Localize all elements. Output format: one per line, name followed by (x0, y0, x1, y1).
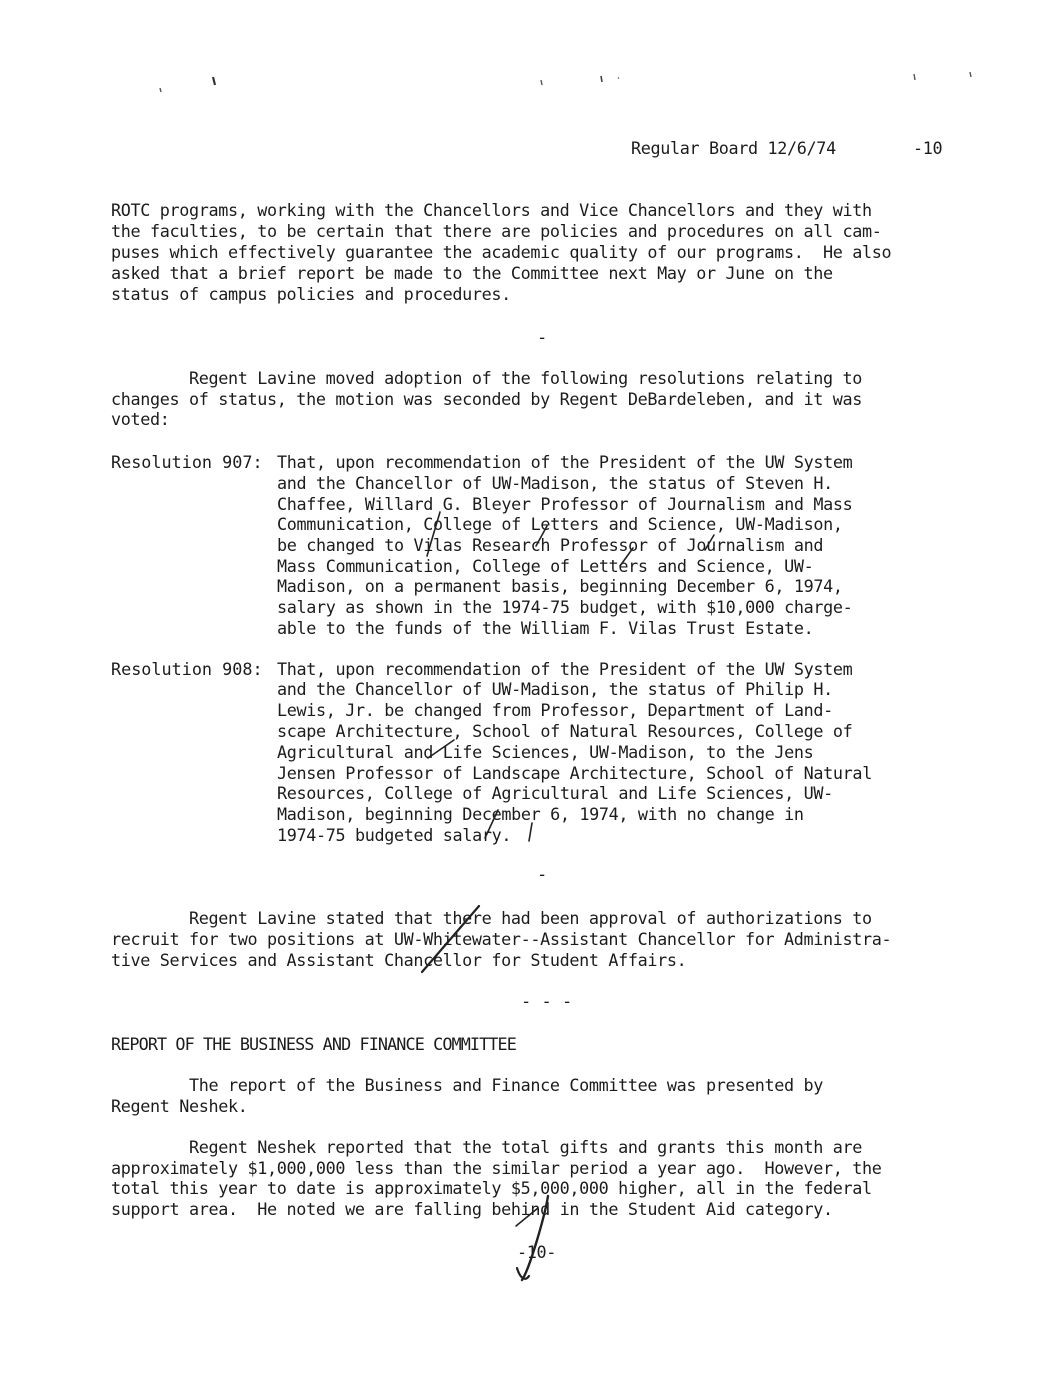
text-line: Jensen Professor of Landscape Architecture, School of Natural (277, 763, 872, 783)
text-line: Communication, College of Letters and Science, UW-Madison, (277, 514, 843, 534)
text-line: Agricultural and Life Sciences, UW-Madison, to the Jens (277, 742, 814, 762)
separator: - (537, 328, 548, 348)
text-line: Lewis, Jr. be changed from Professor, Department of Land- (277, 700, 833, 720)
text-line: puses which effectively guarantee the academic quality of our programs. He also (111, 242, 892, 262)
text-line: and the Chancellor of UW-Madison, the status of Philip H. (277, 679, 833, 699)
text-line: the faculties, to be certain that there are policies and procedures on all cam- (111, 221, 882, 241)
text-line: and the Chancellor of UW-Madison, the status of Steven H. (277, 473, 833, 493)
text-line: support area. He noted we are falling behind in the Student Aid category. (111, 1199, 833, 1219)
text-line: scape Architecture, School of Natural Resources, College of (277, 721, 853, 741)
text-line: recruit for two positions at UW-Whitewater--Assistant Chancellor for Administra- (111, 929, 892, 949)
text-line: ROTC programs, working with the Chancellors and Vice Chancellors and they with (111, 200, 872, 220)
text-line: changes of status, the motion was seconded by Regent DeBardeleben, and it was (111, 389, 862, 409)
text-line: Regent Neshek reported that the total gifts and grants this month are (111, 1137, 862, 1157)
text-line: Chaffee, Willard G. Bleyer Professor of Journalism and Mass (277, 494, 853, 514)
section-heading: REPORT OF THE BUSINESS AND FINANCE COMMITTEE (111, 1034, 516, 1054)
text-line: Regent Lavine stated that there had been approval of authorizations to (111, 908, 872, 928)
text-line: able to the funds of the William F. Vilas Trust Estate. (277, 618, 814, 638)
text-line: total this year to date is approximately $5,000,000 higher, all in the federal (111, 1178, 872, 1198)
separator: - - - (521, 992, 573, 1012)
text-line: tive Services and Assistant Chancellor for Student Affairs. (111, 950, 687, 970)
text-line: Madison, on a permanent basis, beginning December 6, 1974, (277, 576, 843, 596)
text-line: The report of the Business and Finance Committee was presented by (111, 1075, 823, 1095)
text-line: status of campus policies and procedures. (111, 284, 511, 304)
text-line: Resources, College of Agricultural and Life Sciences, UW- (277, 783, 833, 803)
text-line: Mass Communication, College of Letters and Science, UW- (277, 556, 814, 576)
text-line: Madison, beginning December 6, 1974, with no change in (277, 804, 804, 824)
text-line: voted: (111, 409, 170, 429)
resolution-label: Resolution 908: (111, 659, 263, 679)
text-line: be changed to Vilas Research Professor of Journalism and (277, 535, 824, 555)
text-line: Regent Neshek. (111, 1096, 248, 1116)
separator: - (537, 865, 548, 885)
text-line: That, upon recommendation of the President of the UW System (277, 659, 853, 679)
header-page-ref: -10 (913, 138, 943, 158)
text-line: asked that a brief report be made to the Committee next May or June on the (111, 263, 833, 283)
text-line: 1974-75 budgeted salary. (277, 825, 512, 845)
text-line: salary as shown in the 1974-75 budget, with $10,000 charge- (277, 597, 853, 617)
resolution-label: Resolution 907: (111, 452, 263, 472)
text-line: That, upon recommendation of the President of the UW System (277, 452, 853, 472)
page-number: -10- (517, 1242, 557, 1262)
header-title: Regular Board 12/6/74 (631, 138, 836, 158)
text-line: Regent Lavine moved adoption of the following resolutions relating to (111, 368, 862, 388)
text-line: approximately $1,000,000 less than the similar period a year ago. However, the (111, 1158, 882, 1178)
